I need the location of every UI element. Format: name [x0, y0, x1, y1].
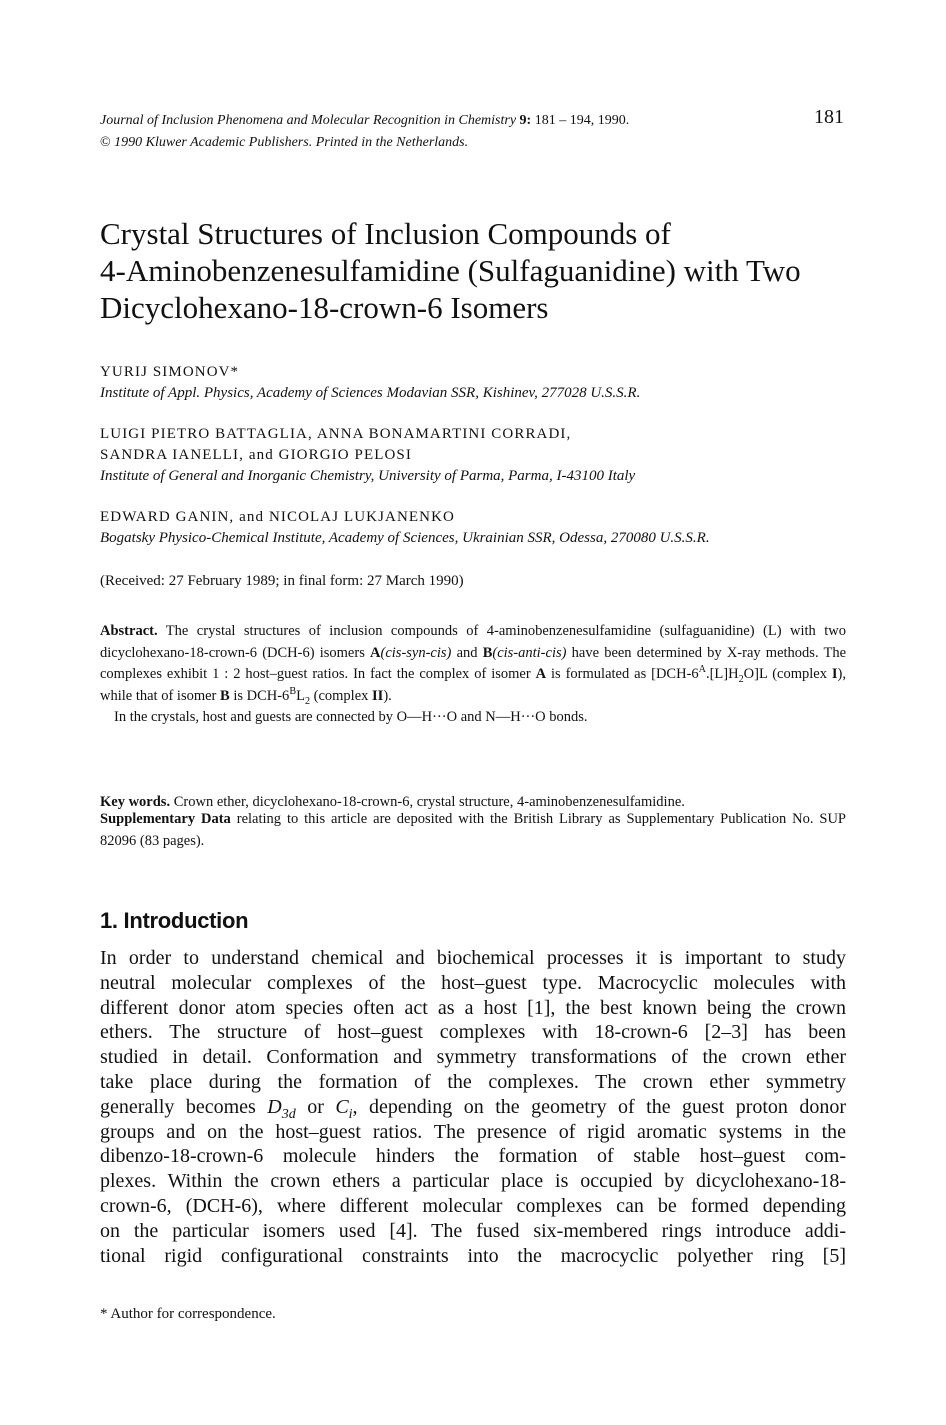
copyright-line: [100, 132, 820, 154]
supplementary-text: relating to this article are deposited with the British Library as Supplementary Publication No. SUP 82096 (83 pages).: [100, 811, 847, 849]
title-line: Crystal Structures of Inclusion Compounds of: [100, 216, 671, 251]
symmetry-symbol: D: [267, 1095, 282, 1118]
body-line: [100, 1095, 846, 1120]
body-line: different donor atom species often act as a host [1], the best known being the crown: [100, 996, 846, 1019]
body-line: ethers. The structure of host–guest complexes with 18-crown-6 [2–3] has been: [100, 1021, 846, 1044]
journal-header: [100, 110, 820, 154]
abstract-label: Abstract.: [100, 623, 158, 639]
subscript: 2: [738, 673, 744, 685]
complex-label: I: [831, 666, 838, 682]
introduction-body: [100, 946, 846, 1268]
paper-title: [100, 215, 860, 326]
abstract-text: The crystal structures of inclusion compounds of 4-aminobenzenesulfamidine (sulfaguanidine) (L) with two dicyclohexano-18-crown-6 (DCH-6) isomers: [100, 623, 846, 661]
isomer-b: B: [482, 644, 493, 661]
author-affiliation: Institute of General and Inorganic Chemistry, University of Parma, Parma, I-43100 Italy: [100, 468, 636, 484]
isomer-b: B: [220, 687, 230, 704]
author-names: [100, 424, 571, 466]
subscript: i: [348, 1106, 353, 1122]
body-text: or: [307, 1095, 324, 1118]
journal-volume: 9:: [519, 113, 532, 128]
page-number: 181: [814, 106, 844, 128]
abstract-text: is formulated as [DCH-6: [551, 666, 699, 682]
body-line: crown-6, (DCH-6), where different molecular complexes can be formed depending: [100, 1194, 846, 1217]
superscript: A: [698, 664, 706, 676]
author-names: YURIJ SIMONOV*: [100, 364, 240, 380]
title-line: Dicyclohexano-18-crown-6 Isomers: [100, 290, 549, 325]
title-line: 4-Aminobenzenesulfamidine (Sulfaguanidine) with Two: [100, 253, 801, 288]
isomer-b-name: (cis-anti-cis): [492, 644, 567, 661]
abstract-text: is DCH-6: [233, 687, 290, 704]
subscript: 2: [304, 695, 310, 707]
body-text: generally becomes: [100, 1095, 256, 1118]
received-dates: (Received: 27 February 1989; in final form: 27 March 1990): [100, 573, 464, 589]
journal-name: Journal of Inclusion Phenomena and Molecular Recognition in Chemistry: [100, 113, 517, 128]
body-line: studied in detail. Conformation and symmetry transformations of the crown ether: [100, 1046, 846, 1069]
abstract-text: (complex: [313, 687, 369, 704]
footnote: * Author for correspondence.: [100, 1306, 276, 1322]
body-line: on the particular isomers used [4]. The fused six-membered rings introduce addi-: [100, 1219, 846, 1242]
abstract-text: ), while that of isomer: [100, 666, 846, 704]
isomer-a: A: [535, 666, 547, 682]
journal-citation: [100, 110, 820, 132]
keywords-label: Key words.: [100, 794, 171, 810]
author-line: LUIGI PIETRO BATTAGLIA, ANNA BONAMARTINI CORRADI,: [100, 426, 572, 442]
author-line: SANDRA IANELLI, and GIORGIO PELOSI: [100, 447, 412, 463]
author-affiliation: Bogatsky Physico-Chemical Institute, Academy of Sciences, Ukrainian SSR, Odessa, 270080 U.S.S.R.: [100, 530, 710, 546]
subscript: 3d: [281, 1106, 296, 1122]
body-line: neutral molecular complexes of the host–guest type. Macrocyclic molecules with: [100, 971, 846, 994]
abstract-text: L: [296, 687, 305, 704]
abstract-paragraph: In the crystals, host and guests are connected by O—H···O and N—H···O bonds.: [114, 709, 588, 725]
abstract: [100, 621, 846, 729]
supplementary-data: [100, 809, 846, 852]
body-line: tional rigid configurational constraints into the macrocyclic polyether ring [5]: [100, 1244, 846, 1267]
abstract-text: .[L]H: [705, 666, 739, 682]
copyright-text: 1990 Kluwer Academic Publishers. Printed in the Netherlands.: [114, 135, 469, 150]
supplementary-label: Supplementary Data: [100, 811, 231, 827]
copyright-icon: ©: [100, 135, 111, 150]
abstract-text: O]L (complex: [743, 666, 827, 682]
symmetry-symbol: C: [335, 1095, 349, 1118]
abstract-text: have been determined by X-ray methods. The complexes exhibit 1 : 2 host–guest ratios. In fact the complex of isomer: [100, 644, 847, 682]
author-names: EDWARD GANIN, and NICOLAJ LUKJANENKO: [100, 509, 455, 525]
abstract-text: and: [456, 644, 478, 661]
keywords-text: Crown ether, dicyclohexano-18-crown-6, crystal structure, 4-aminobenzenesulfamidine.: [173, 794, 685, 810]
isomer-a-name: (cis-syn-cis): [380, 644, 452, 661]
abstract-text: ).: [383, 687, 392, 704]
abstract-paragraph: [100, 621, 846, 707]
body-line: take place during the formation of the complexes. The crown ether symmetry: [100, 1070, 846, 1093]
body-line: plexes. Within the crown ethers a particular place is occupied by dicyclohexano-18-: [100, 1170, 846, 1193]
superscript: B: [289, 685, 297, 697]
author-affiliation: Institute of Appl. Physics, Academy of Sciences Modavian SSR, Kishinev, 277028 U.S.S.R.: [100, 385, 641, 401]
body-line: dibenzo-18-crown-6 molecule hinders the formation of stable host–guest com-: [100, 1145, 846, 1168]
journal-pages: 181 – 194, 1990.: [534, 113, 630, 128]
isomer-a: A: [370, 644, 381, 661]
body-line: groups and on the host–guest ratios. The presence of rigid aromatic systems in the: [100, 1120, 846, 1143]
body-line: In order to understand chemical and biochemical processes it is important to study: [100, 947, 846, 969]
complex-label: II: [372, 687, 384, 704]
section-heading: 1. Introduction: [100, 908, 249, 933]
body-text: , depending on the geometry of the guest proton donor: [352, 1095, 847, 1118]
